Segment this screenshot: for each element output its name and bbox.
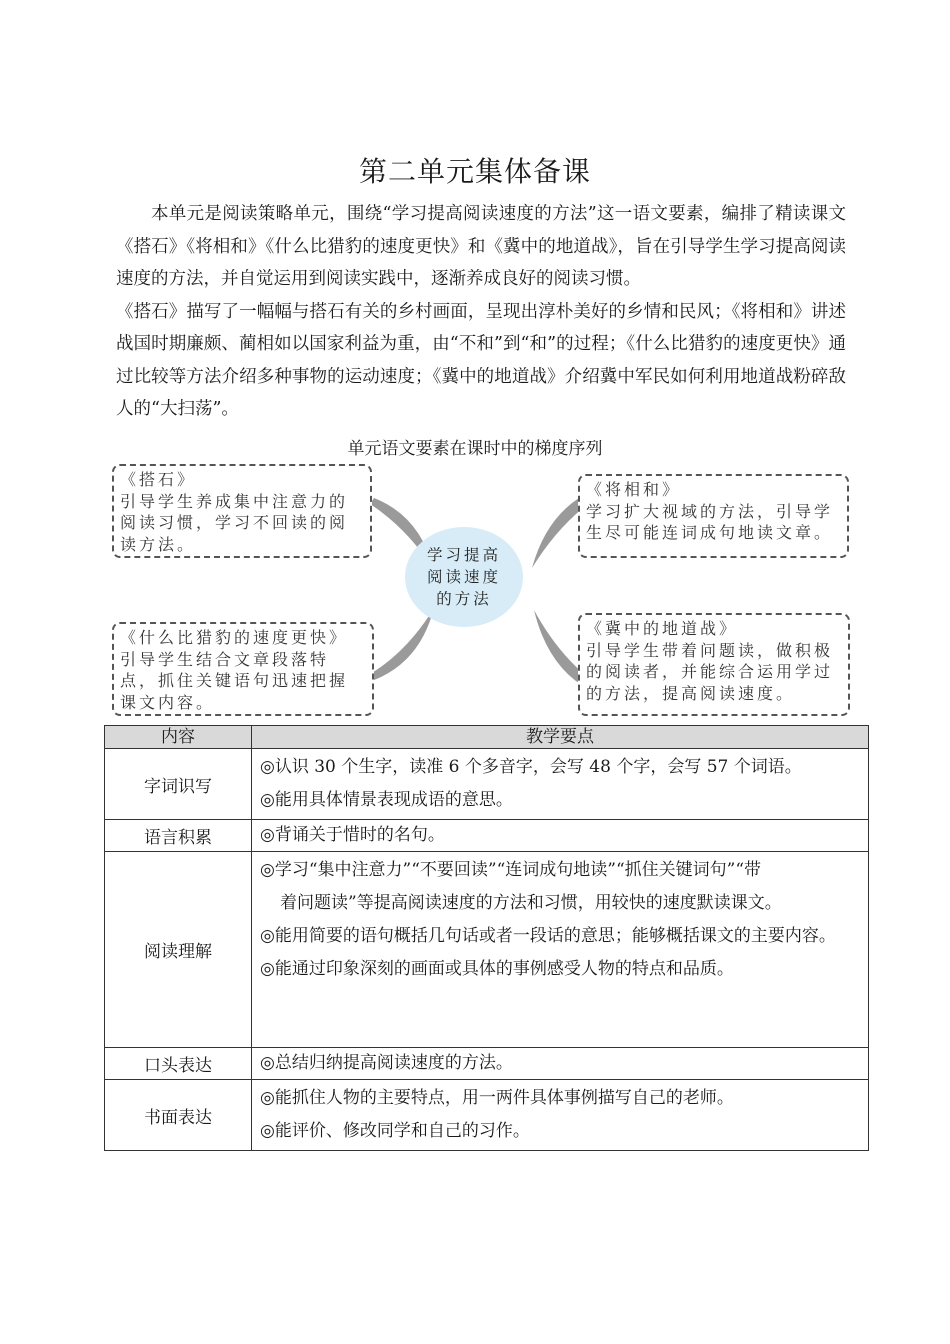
table-row [105, 1048, 869, 1080]
diagram-box-dashi [112, 464, 372, 558]
box-title: 《什么比猎豹的速度更快》 [120, 628, 349, 647]
row-points [252, 1080, 869, 1151]
row-label: 字词识写 [105, 749, 252, 820]
point-item: ◎认识 30 个生字，读准 6 个多音字，会写 48 个字，会写 57 个词语。 [260, 757, 802, 777]
box-text: 引导学生养成集中注意力的阅读习惯，学习不回读的阅读方法。 [120, 491, 349, 554]
diagram-center-node [405, 527, 523, 627]
point-item: ◎背诵关于惜时的名句。 [260, 825, 445, 845]
diagram-box-jiangxianghe [578, 474, 849, 558]
point-item: ◎总结归纳提高阅读速度的方法。 [260, 1053, 513, 1073]
row-points [252, 1048, 869, 1080]
header-teaching-points: 教学要点 [252, 726, 869, 749]
diagram-box-didaozhan [578, 613, 850, 716]
table-row [105, 820, 869, 852]
center-node-label: 学习提高阅读速度的方法 [426, 546, 501, 608]
point-item: ◎能抓住人物的主要特点，用一两件具体事例描写自己的老师。 [260, 1088, 734, 1108]
table-header-row [105, 726, 869, 749]
box-title: 《冀中的地道战》 [586, 619, 739, 638]
diagram-box-liebao [112, 622, 374, 716]
point-item: ◎能用简要的语句概括几句话或者一段话的意思；能够概括课文的主要内容。 [260, 926, 836, 946]
row-points [252, 852, 869, 1048]
intro-paragraph-1: 本单元是阅读策略单元，围绕“学习提高阅读速度的方法”这一语文要素，编排了精读课文《搭石》《将相和》《什么比猎豹的速度更快》和《冀中的地道战》，旨在引导学生学习提高阅读速度的方法，并自觉运用到阅读实践中，逐渐养成良好的阅读习惯。 [116, 204, 846, 289]
row-label: 阅读理解 [105, 852, 252, 1048]
point-item: ◎能评价、修改同学和自己的习作。 [260, 1121, 530, 1141]
row-label: 语言积累 [105, 820, 252, 852]
box-text: 引导学生带着问题读，做积极的阅读者，并能综合运用学过的方法，提高阅读速度。 [586, 640, 834, 703]
page-title: 第二单元集体备课 [358, 155, 591, 188]
point-item: ◎能通过印象深刻的画面或具体的事例感受人物的特点和品质。 [260, 959, 734, 979]
box-text: 学习扩大视域的方法，引导学生尽可能连词成句地读文章。 [586, 501, 834, 542]
intro-text [116, 198, 846, 426]
row-points [252, 749, 869, 820]
intro-paragraph-2: 《搭石》描写了一幅幅与搭石有关的乡村画面，呈现出淳朴美好的乡情和民风；《将相和》讲述战国时期廉颇、蔺相如以国家利益为重，由“不和”到“和”的过程；《什么比猎豹的速度更快》通过比较等方法介绍多种事物的运动速度；《冀中的地道战》介绍冀中军民如何利用地道战粉碎敌人的“大扫荡”。 [116, 301, 846, 419]
row-points [252, 820, 869, 852]
box-title: 《将相和》 [586, 480, 682, 499]
point-item: ◎能用具体情景表现成语的意思。 [260, 790, 513, 810]
point-item: 着问题读”等提高阅读速度的方法和习惯，用较快的速度默读课文。 [280, 893, 782, 913]
box-title: 《搭石》 [120, 470, 197, 489]
table-row [105, 1080, 869, 1151]
point-item: ◎学习“集中注意力”“不要回读”“连词成句地读”“抓住关键词句”“带 [260, 860, 762, 880]
box-text: 引导学生结合文章段落特点，抓住关键语句迅速把握课文内容。 [120, 649, 349, 712]
table-row [105, 852, 869, 1048]
teaching-points-table [104, 725, 869, 1151]
table-row [105, 749, 869, 820]
connector-bottom-left [370, 608, 434, 680]
diagram-title: 单元语文要素在课时中的梯度序列 [347, 439, 603, 459]
row-label: 书面表达 [105, 1080, 252, 1151]
row-label: 口头表达 [105, 1048, 252, 1080]
header-content: 内容 [105, 726, 252, 749]
